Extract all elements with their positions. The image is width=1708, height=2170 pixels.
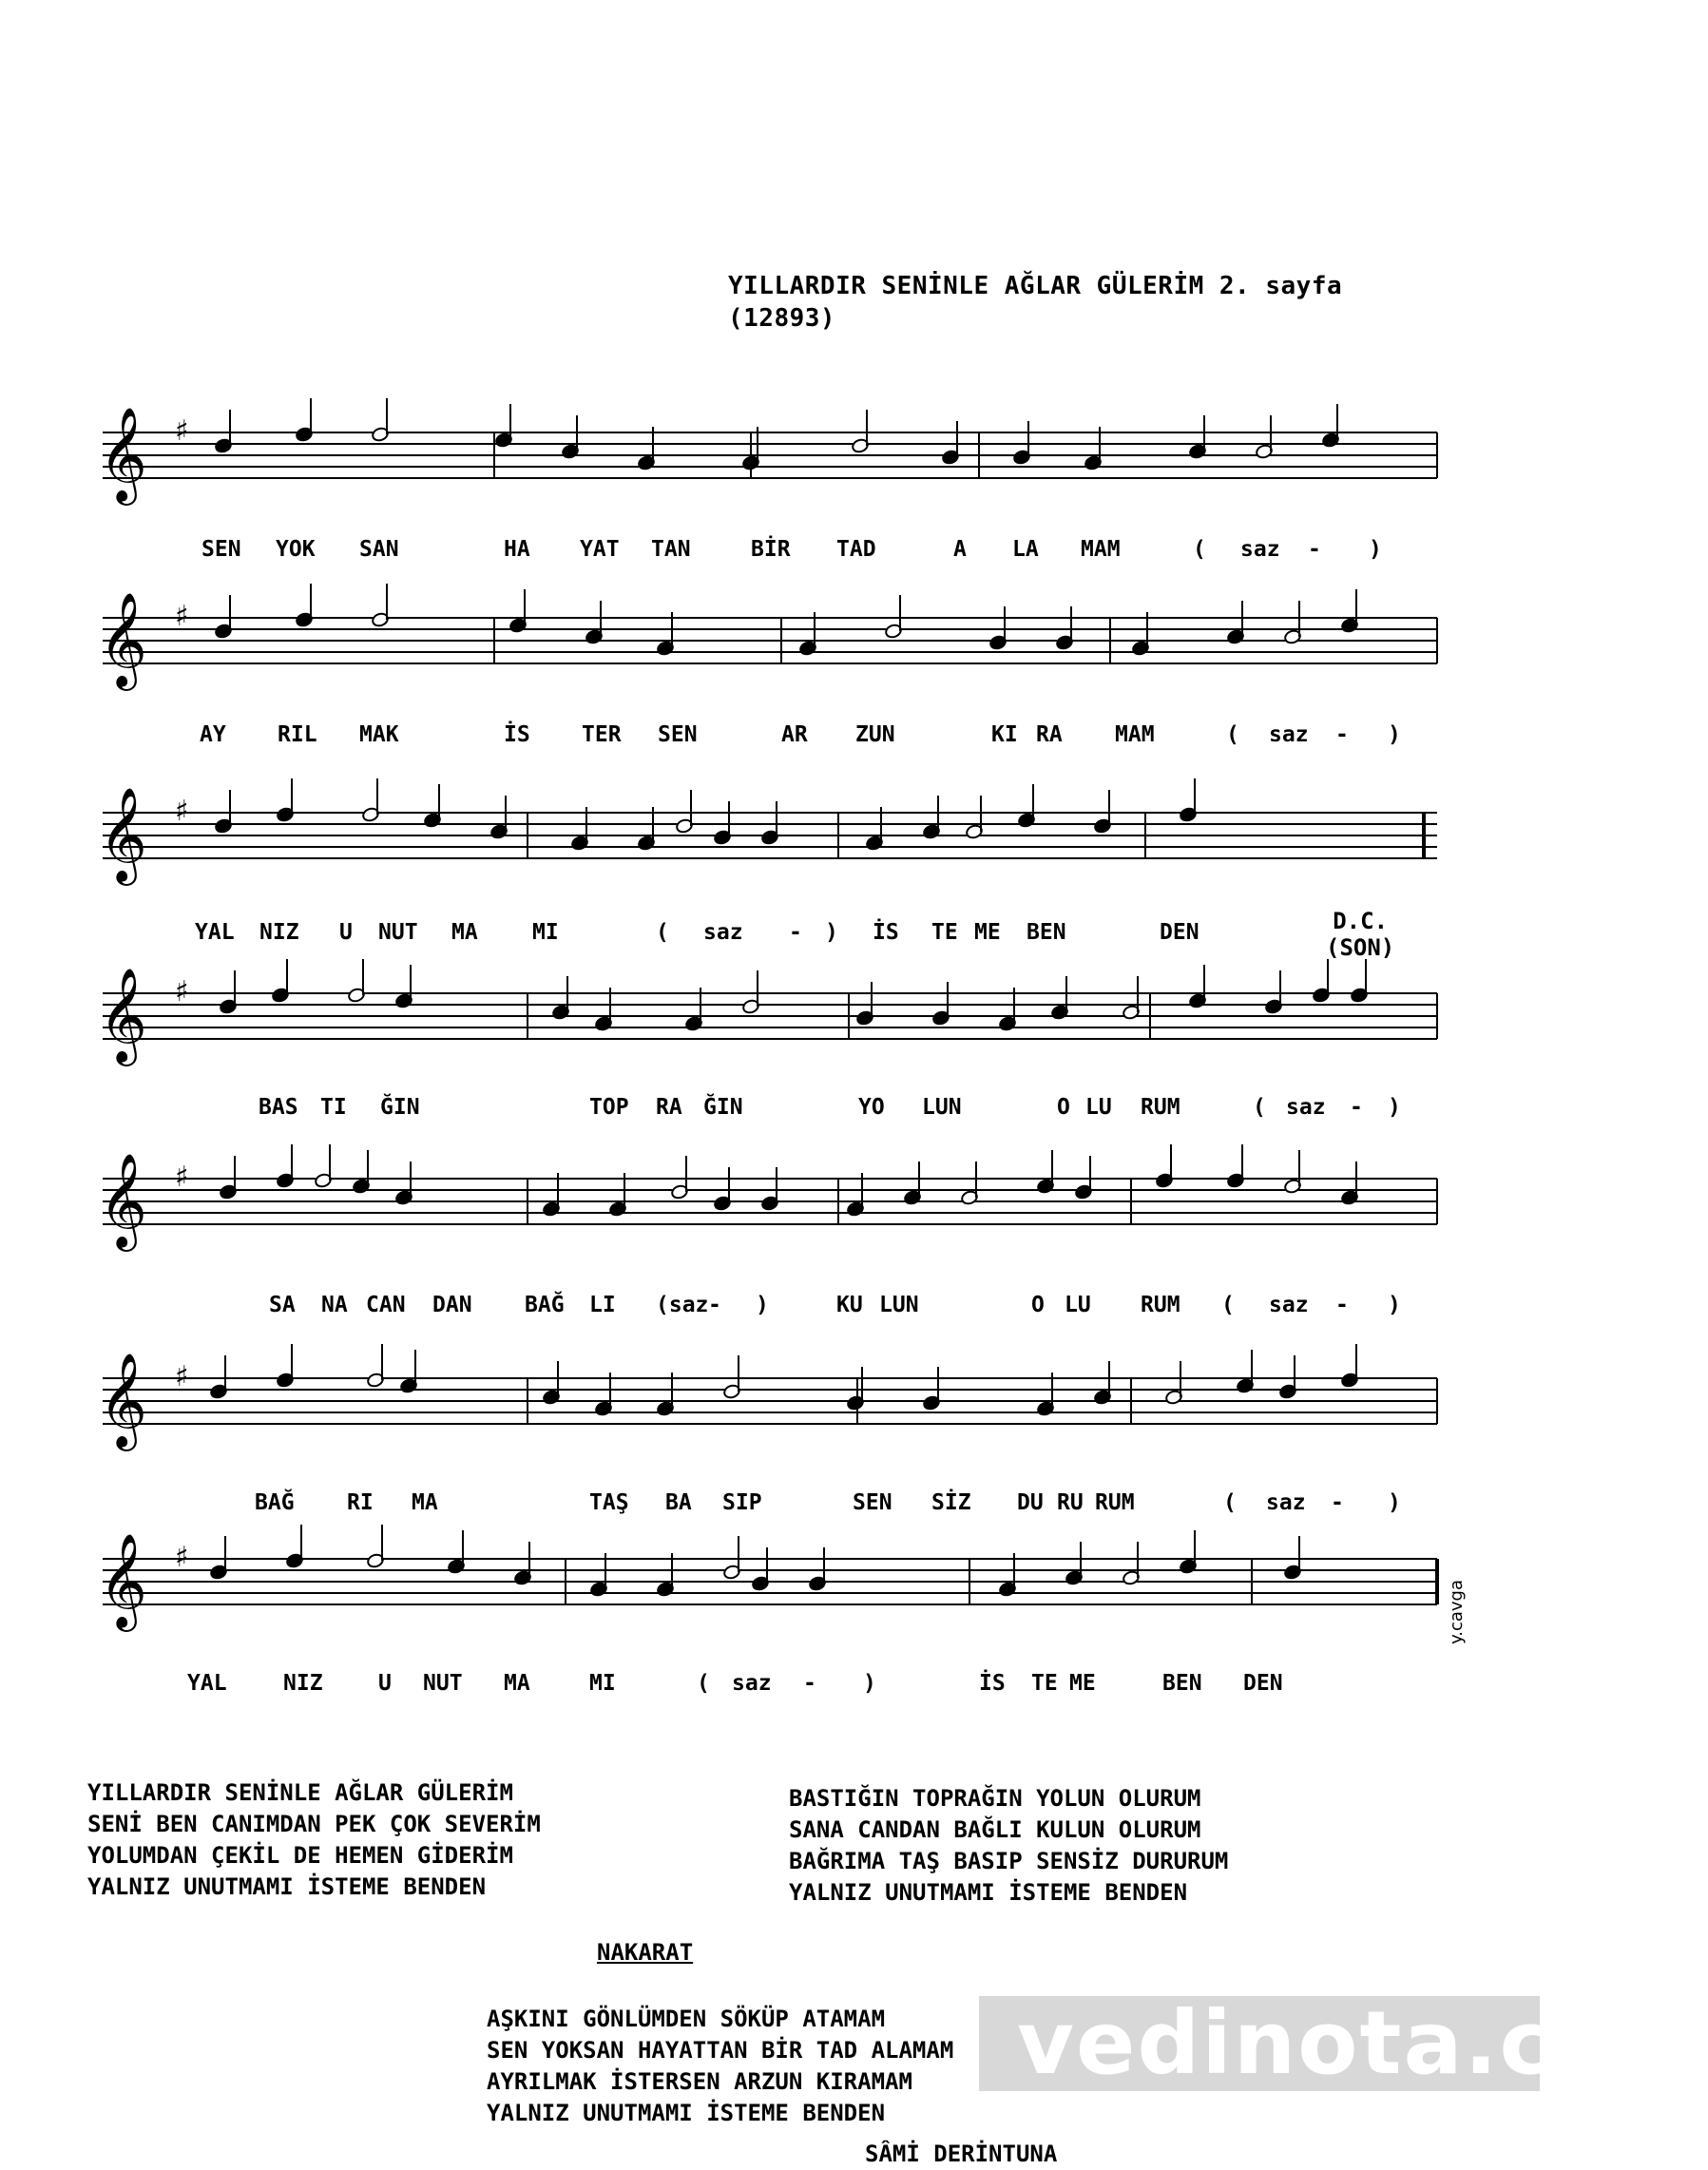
title-line-1: YILLARDIR SENİNLE AĞLAR GÜLERİM 2. sayfa <box>728 272 1343 300</box>
lyric-syllable: - <box>1350 1095 1363 1120</box>
lyric-syllable: ( <box>1193 537 1206 562</box>
lyric-syllable: SEN <box>202 537 241 562</box>
verse-line: BAĞRIMA TAŞ BASIP SENSİZ DURURUM <box>789 1848 1229 1874</box>
treble-clef-icon: 𝄞 <box>99 1353 147 1448</box>
lyric-syllable: ) <box>1388 1490 1401 1515</box>
lyric-syllable: YOK <box>276 537 316 562</box>
dc-son-marker <box>1326 908 1394 961</box>
lyric-syllable: ( <box>697 1671 710 1696</box>
lyric-syllable: U <box>339 920 353 945</box>
verse-line: YALNIZ UNUTMAMI İSTEME BENDEN <box>87 1873 487 1900</box>
lyric-syllable: AR <box>781 722 808 747</box>
lyric-syllable: MA <box>412 1490 438 1515</box>
nakarat-line: AŞKINI GÖNLÜMDEN SÖKÜP ATAMAM <box>487 2006 886 2032</box>
lyric-syllable: RI <box>347 1490 374 1515</box>
lyric-syllable: ) <box>863 1671 876 1696</box>
verse-line: YILLARDIR SENİNLE AĞLAR GÜLERİM <box>87 1779 513 1806</box>
staff-system <box>95 561 1445 703</box>
staff-svg <box>95 756 1454 898</box>
lyric-syllable: MI <box>589 1671 616 1696</box>
lyric-syllable: - <box>1331 1490 1344 1515</box>
staff-svg <box>95 1502 1454 1644</box>
lyric-syllable: BEN <box>1162 1671 1202 1696</box>
lyric-syllable: SEN <box>658 722 698 747</box>
sharp-key-signature-icon: ♯ <box>175 975 189 1008</box>
lyric-syllable: NA <box>321 1293 348 1317</box>
lyric-syllable: ZUN <box>855 722 895 747</box>
lyric-syllable: LU <box>1085 1095 1112 1120</box>
treble-clef-icon: 𝄞 <box>99 1153 147 1248</box>
lyric-syllable: saz <box>732 1671 772 1696</box>
treble-clef-icon: 𝄞 <box>99 787 147 882</box>
verse-line: YOLUMDAN ÇEKİL DE HEMEN GİDERİM <box>87 1842 513 1869</box>
staff-svg <box>95 375 1454 518</box>
lyric-syllable: ) <box>1369 537 1382 562</box>
staff-system <box>95 756 1445 898</box>
verse-line: BASTIĞIN TOPRAĞIN YOLUN OLURUM <box>789 1785 1201 1812</box>
lyric-syllable: LUN <box>879 1293 919 1317</box>
lyric-syllable: BEN <box>1027 920 1066 945</box>
lyric-syllable: SİZ <box>931 1490 971 1515</box>
lyric-syllable: - <box>1335 722 1349 747</box>
lyric-syllable: ) <box>825 920 838 945</box>
lyric-syllable: TI <box>320 1095 347 1120</box>
staff-system <box>95 1502 1445 1644</box>
lyric-syllable: ) <box>1388 1293 1401 1317</box>
staff-system <box>95 375 1445 518</box>
lyric-syllable: U <box>378 1671 392 1696</box>
watermark-text: vedinota.com <box>1017 1992 1708 2094</box>
lyric-syllable: BAS <box>259 1095 298 1120</box>
lyric-syllable: RU <box>1057 1490 1084 1515</box>
lyric-syllable: DEN <box>1243 1671 1283 1696</box>
staff-svg <box>95 936 1454 1079</box>
nakarat-lines <box>487 2004 953 2129</box>
lyric-syllable: ME <box>1069 1671 1096 1696</box>
lyric-syllable: SEN <box>853 1490 892 1515</box>
lyric-syllable: SA <box>269 1293 296 1317</box>
lyric-syllable: DEN <box>1160 920 1199 945</box>
lyric-syllable: LI <box>589 1293 616 1317</box>
lyric-syllable: BA <box>665 1490 692 1515</box>
verse-line: SENİ BEN CANIMDAN PEK ÇOK SEVERİM <box>87 1811 541 1837</box>
lyric-syllable: TAŞ <box>589 1490 629 1515</box>
lyric-syllable: ) <box>1388 1095 1401 1120</box>
staff-svg <box>95 1321 1454 1464</box>
lyric-syllable: RUM <box>1141 1095 1180 1120</box>
verse-line: YALNIZ UNUTMAMI İSTEME BENDEN <box>789 1879 1188 1906</box>
lyric-syllable: SAN <box>359 537 399 562</box>
lyric-syllable: ĞIN <box>380 1095 420 1120</box>
lyric-syllable: MAK <box>359 722 399 747</box>
lyric-syllable: MAM <box>1115 722 1155 747</box>
lyric-syllable: RUM <box>1095 1490 1135 1515</box>
lyric-syllable: İS <box>504 722 530 747</box>
page-title <box>728 270 1342 335</box>
lyric-syllable: ( <box>1223 1490 1237 1515</box>
nakarat-line: AYRILMAK İSTERSEN ARZUN KIRAMAM <box>487 2068 912 2095</box>
lyric-syllable: TE <box>931 920 958 945</box>
lyric-syllable: NIZ <box>283 1671 323 1696</box>
lyric-syllable: DU <box>1017 1490 1044 1515</box>
lyric-syllable: YAL <box>195 920 235 945</box>
lyric-syllable: YAL <box>187 1671 227 1696</box>
arranger-signature: y.cavga <box>1447 1580 1467 1644</box>
staff-system <box>95 1122 1445 1264</box>
title-line-2: (12893) <box>728 304 836 333</box>
sharp-key-signature-icon: ♯ <box>175 414 189 448</box>
lyric-syllable: MI <box>532 920 559 945</box>
lyric-syllable: YAT <box>580 537 620 562</box>
lyric-syllable: ĞIN <box>703 1095 743 1120</box>
lyric-syllable: ) <box>1388 722 1401 747</box>
staff-system <box>95 1321 1445 1464</box>
sharp-key-signature-icon: ♯ <box>175 1161 189 1194</box>
lyric-syllable: KI <box>991 722 1018 747</box>
lyric-syllable: - <box>1308 537 1321 562</box>
lyric-syllable: O <box>1057 1095 1070 1120</box>
verse-right <box>789 1783 1228 1909</box>
lyric-syllable: - <box>1335 1293 1349 1317</box>
staff-svg <box>95 561 1454 703</box>
staff-system <box>95 936 1445 1079</box>
lyric-syllable: SIP <box>722 1490 762 1515</box>
lyric-syllable: BAĞ <box>525 1293 565 1317</box>
lyric-syllable: RA <box>1036 722 1063 747</box>
lyric-syllable: KU <box>836 1293 863 1317</box>
lyric-syllable: saz <box>1240 537 1280 562</box>
lyric-syllable: TAN <box>651 537 691 562</box>
treble-clef-icon: 𝄞 <box>99 1533 147 1628</box>
lyric-syllable: (saz <box>656 1293 709 1317</box>
lyric-syllable: LUN <box>922 1095 962 1120</box>
lyric-syllable: ) <box>756 1293 769 1317</box>
lyric-syllable: MA <box>451 920 478 945</box>
lyric-syllable: saz <box>1269 1293 1309 1317</box>
verse-line: SANA CANDAN BAĞLI KULUN OLURUM <box>789 1816 1201 1843</box>
lyric-syllable: İS <box>979 1671 1006 1696</box>
lyric-syllable: NUT <box>378 920 418 945</box>
lyric-syllable: saz <box>1286 1095 1326 1120</box>
lyric-syllable: LA <box>1012 537 1039 562</box>
nakarat-line: SEN YOKSAN HAYATTAN BİR TAD ALAMAM <box>487 2037 954 2064</box>
lyric-syllable: AY <box>200 722 226 747</box>
lyric-syllable: HA <box>504 537 530 562</box>
lyric-syllable: TAD <box>836 537 876 562</box>
lyric-syllable: NUT <box>423 1671 463 1696</box>
treble-clef-icon: 𝄞 <box>99 407 147 502</box>
sharp-key-signature-icon: ♯ <box>175 600 189 633</box>
lyric-syllable: ( <box>1226 722 1239 747</box>
treble-clef-icon: 𝄞 <box>99 592 147 687</box>
lyric-syllable: TE <box>1031 1671 1058 1696</box>
lyric-syllable: saz <box>1266 1490 1306 1515</box>
lyric-syllable: - <box>708 1293 721 1317</box>
lyric-syllable: RUM <box>1141 1293 1180 1317</box>
lyric-syllable: saz <box>703 920 743 945</box>
lyric-syllable: O <box>1031 1293 1045 1317</box>
verse-left <box>87 1777 541 1903</box>
lyric-syllable: MAM <box>1081 537 1121 562</box>
lyric-syllable: NIZ <box>259 920 299 945</box>
lyric-syllable: MA <box>504 1671 530 1696</box>
staff-svg <box>95 1122 1454 1264</box>
nakarat-heading: NAKARAT <box>597 1939 694 1966</box>
dc-label: D.C. <box>1333 908 1389 934</box>
lyric-syllable: RIL <box>278 722 317 747</box>
son-label: (SON) <box>1326 934 1395 961</box>
lyric-syllable: ME <box>974 920 1001 945</box>
lyric-syllable: LU <box>1065 1293 1091 1317</box>
lyric-syllable: DAN <box>432 1293 472 1317</box>
lyric-syllable: RA <box>656 1095 682 1120</box>
lyric-syllable: CAN <box>366 1293 406 1317</box>
lyric-syllable: TOP <box>589 1095 629 1120</box>
lyric-syllable: - <box>803 1671 816 1696</box>
lyric-syllable: TER <box>582 722 622 747</box>
sharp-key-signature-icon: ♯ <box>175 1360 189 1393</box>
lyric-syllable: ( <box>1253 1095 1266 1120</box>
lyric-syllable: BİR <box>751 537 791 562</box>
lyric-syllable: ( <box>1221 1293 1235 1317</box>
nakarat-line: YALNIZ UNUTMAMI İSTEME BENDEN <box>487 2100 886 2126</box>
watermark <box>979 1992 1708 2094</box>
lyric-syllable: İS <box>873 920 899 945</box>
lyric-syllable: YO <box>858 1095 885 1120</box>
treble-clef-icon: 𝄞 <box>99 968 147 1063</box>
lyric-syllable: ( <box>656 920 669 945</box>
sharp-key-signature-icon: ♯ <box>175 1541 189 1574</box>
lyric-syllable: BAĞ <box>255 1490 295 1515</box>
author-name: SÂMİ DERİNTUNA <box>865 2141 1058 2167</box>
lyric-syllable: - <box>789 920 802 945</box>
sharp-key-signature-icon: ♯ <box>175 795 189 828</box>
lyric-syllable: saz <box>1269 722 1309 747</box>
lyric-syllable: A <box>953 537 967 562</box>
